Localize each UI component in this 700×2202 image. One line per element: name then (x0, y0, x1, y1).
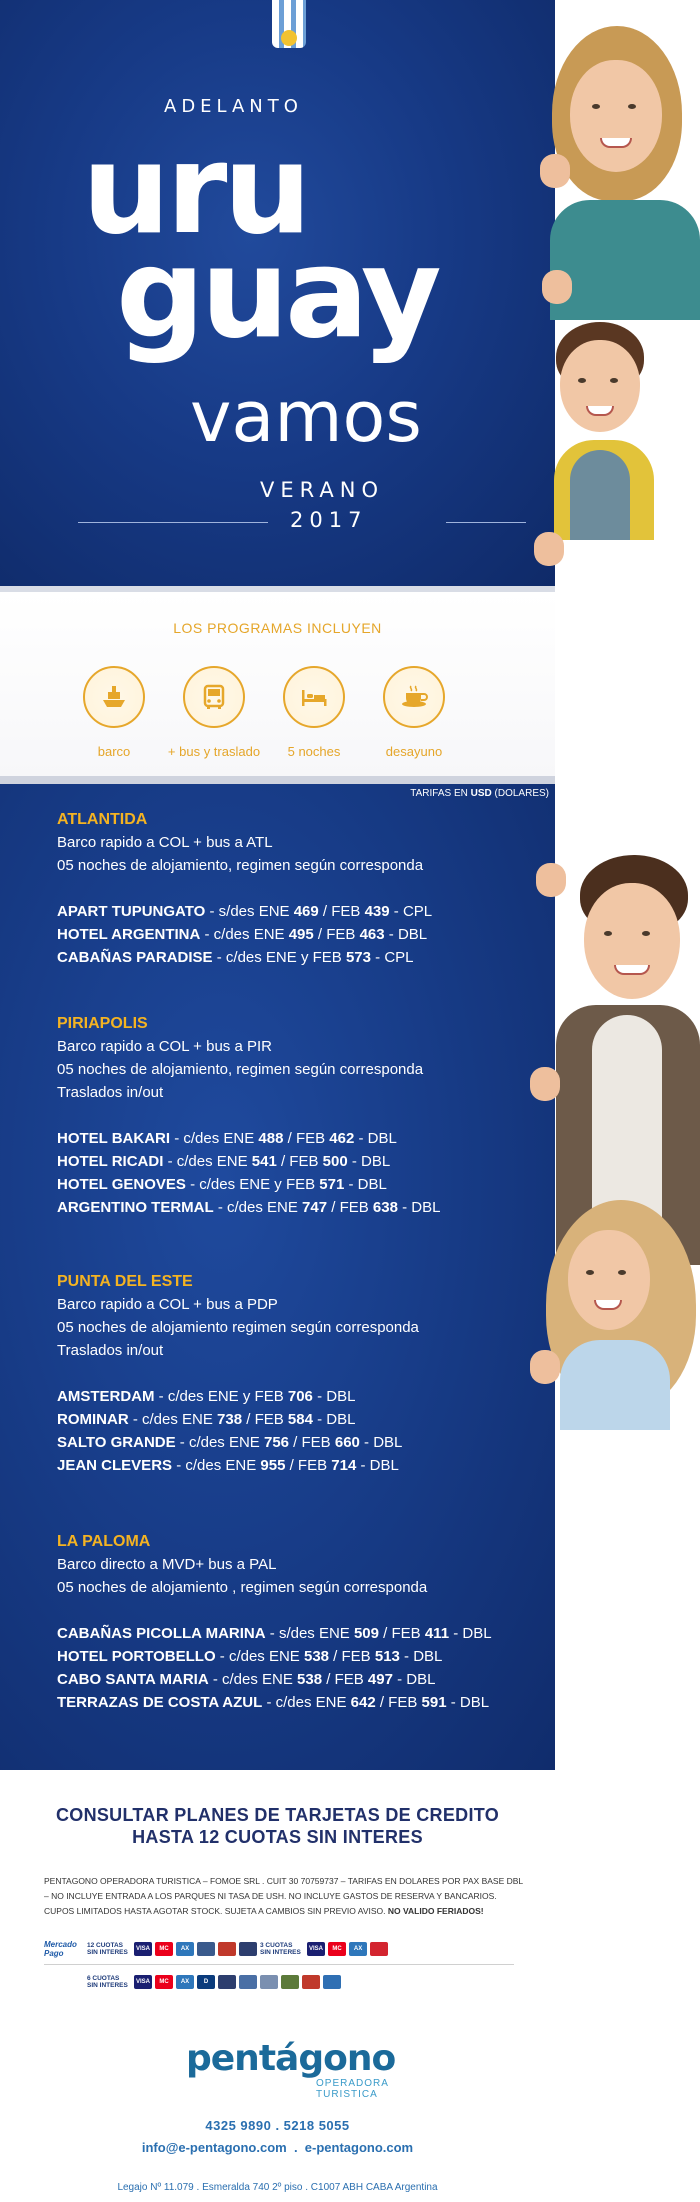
amex-icon: AX (349, 1942, 367, 1956)
hero-year: 2017 (290, 508, 368, 532)
hero-title-vamos: vamos (190, 376, 422, 458)
cuotas-12-label: 12 CUOTAS SIN INTERES (87, 1942, 128, 1956)
bank-card-icon (239, 1942, 257, 1956)
destination-line: 05 noches de alojamiento , regimen según corresponda (57, 1579, 428, 1596)
destination-line: Barco rapido a COL + bus a PDP (57, 1296, 278, 1313)
ship-icon (83, 666, 145, 728)
hero-title-guay: guay (116, 222, 438, 366)
link-separator: . (286, 2140, 305, 2155)
include-label: 5 noches (287, 744, 341, 759)
include-item-desayuno (359, 666, 469, 759)
cta-line: HASTA 12 CUOTAS SIN INTERES (132, 1827, 423, 1847)
payment-methods (44, 1938, 514, 1998)
hotel-row: HOTEL RICADI - c/des ENE 541 / FEB 500 - DBL (57, 1153, 391, 1170)
hotel-row: APART TUPUNGATO - s/des ENE 469 / FEB 439 - CPL (57, 903, 433, 920)
mastercard-icon: MC (155, 1975, 173, 1989)
rates-currency-note: TARIFAS EN USD (DOLARES) (410, 788, 549, 799)
destination-name: LA PALOMA (57, 1533, 151, 1550)
company-address: Legajo Nº 11.079 . Esmeralda 740 2º piso . C1007 ABH CABA Argentina (117, 2182, 438, 2193)
hotel-row: HOTEL PORTOBELLO - c/des ENE 538 / FEB 513 - DBL (57, 1648, 443, 1665)
brand-name: pentágono (186, 2038, 396, 2079)
hotel-row: TERRAZAS DE COSTA AZUL - c/des ENE 642 / FEB 591 - DBL (57, 1694, 490, 1711)
destination-punta-del-este (57, 1270, 419, 1477)
include-item-bus (159, 666, 269, 759)
amex-icon: AX (176, 1975, 194, 1989)
bank-card-icon (239, 1975, 257, 1989)
destination-line: Barco rapido a COL + bus a ATL (57, 834, 273, 851)
hotel-row: ARGENTINO TERMAL - c/des ENE 747 / FEB 638 - DBL (57, 1199, 441, 1216)
contact-links (0, 2140, 555, 2155)
mercadopago-logo: Mercado Pago (44, 1940, 77, 1958)
include-item-noches (259, 666, 369, 759)
woman-photo (530, 20, 700, 320)
destination-name: PUNTA DEL ESTE (57, 1273, 193, 1290)
contact-phones: 4325 9890 . 5218 5055 (205, 2118, 350, 2133)
mastercard-icon: MC (328, 1942, 346, 1956)
bank-card-icon (218, 1942, 236, 1956)
hero-title-uru: uru (82, 118, 308, 262)
rates-section (0, 784, 555, 1770)
payment-row (44, 1938, 514, 1960)
uruguay-flag-ribbon (272, 0, 306, 48)
boy-photo (530, 310, 655, 570)
bank-card-icon (218, 1975, 236, 1989)
credit-card-cta (0, 1804, 555, 1848)
hotel-row: JEAN CLEVERS - c/des ENE 955 / FEB 714 - DBL (57, 1457, 399, 1474)
hotel-row: CABAÑAS PARADISE - c/des ENE y FEB 573 - CPL (57, 949, 414, 966)
includes-section (0, 586, 555, 784)
destination-piriapolis (57, 1012, 440, 1219)
visa-card-icon: VISA (307, 1942, 325, 1956)
bank-card-icon (302, 1975, 320, 1989)
hero-season: VERANO (260, 478, 384, 502)
hotel-row: HOTEL BAKARI - c/des ENE 488 / FEB 462 - DBL (57, 1130, 397, 1147)
bed-icon (283, 666, 345, 728)
hotel-row: ROMINAR - c/des ENE 738 / FEB 584 - DBL (57, 1411, 356, 1428)
destination-name: ATLANTIDA (57, 811, 148, 828)
hotel-row: CABO SANTA MARIA - c/des ENE 538 / FEB 497 - DBL (57, 1671, 436, 1688)
bank-card-icon (323, 1975, 341, 1989)
divider-line (446, 522, 526, 523)
cuotas-6-label: 6 CUOTAS SIN INTERES (87, 1975, 128, 1989)
destination-line: Traslados in/out (57, 1342, 164, 1359)
divider-line (44, 1964, 514, 1965)
include-item-barco (59, 666, 169, 759)
includes-title: LOS PROGRAMAS INCLUYEN (173, 620, 382, 636)
include-label: desayuno (385, 744, 443, 759)
destination-line: 05 noches de alojamiento, regimen según corresponda (57, 857, 424, 874)
hotel-row: CABAÑAS PICOLLA MARINA - s/des ENE 509 / FEB 411 - DBL (57, 1625, 492, 1642)
hero-banner (0, 0, 555, 586)
hotel-row: HOTEL ARGENTINA - c/des ENE 495 / FEB 463 - DBL (57, 926, 428, 943)
hero-kicker: ADELANTO (164, 96, 303, 117)
bus-icon (183, 666, 245, 728)
hotel-row: HOTEL GENOVES - c/des ENE y FEB 571 - DBL (57, 1176, 387, 1193)
visa-card-icon: VISA (134, 1942, 152, 1956)
visa-card-icon: VISA (134, 1975, 152, 1989)
amex-icon: AX (176, 1942, 194, 1956)
cta-line: CONSULTAR PLANES DE TARJETAS DE CREDITO (55, 1805, 500, 1825)
destination-line: 05 noches de alojamiento, regimen según corresponda (57, 1061, 424, 1078)
bank-card-icon (197, 1942, 215, 1956)
include-label: barco (97, 744, 131, 759)
payment-row (44, 1971, 514, 1993)
website-link[interactable]: e-pentagono.com (304, 2140, 414, 2155)
bank-card-icon (281, 1975, 299, 1989)
pentagono-logo (186, 2038, 396, 2100)
coffee-icon (383, 666, 445, 728)
hero-year-row (78, 508, 448, 538)
brand-subtitle: OPERADORA TURISTICA (316, 2078, 389, 2100)
bank-card-icon (370, 1942, 388, 1956)
cuotas-3-label: 3 CUOTAS SIN INTERES (260, 1942, 301, 1956)
email-link[interactable]: info@e-pentagono.com (141, 2140, 287, 2155)
diners-card-icon: D (197, 1975, 215, 1989)
hotel-row: SALTO GRANDE - c/des ENE 756 / FEB 660 - DBL (57, 1434, 403, 1451)
footer-section (0, 1770, 555, 2202)
bank-card-icon (260, 1975, 278, 1989)
destination-line: 05 noches de alojamiento regimen según corresponda (57, 1319, 419, 1336)
mastercard-icon: MC (155, 1942, 173, 1956)
destination-atlantida (57, 808, 432, 969)
destination-la-paloma (57, 1530, 492, 1714)
destination-line: Traslados in/out (57, 1084, 164, 1101)
destination-name: PIRIAPOLIS (57, 1015, 148, 1032)
destination-line: Barco directo a MVD+ bus a PAL (57, 1556, 277, 1573)
destination-line: Barco rapido a COL + bus a PIR (57, 1038, 272, 1055)
include-label: + bus y traslado (167, 744, 261, 759)
girl-photo (530, 1190, 700, 1430)
legal-disclaimer: PENTAGONO OPERADORA TURISTICA – FOMOE SRL . CUIT 30 70759737 – TARIFAS EN DOLARES POR PAX BASE DBL – NO INCLUYE ENTRADA A LOS PARQUES NI TASA DE USH. NO INCLUYE GASTOS DE RESERVA Y BANCARIOS. CUPOS LIMITADOS HASTA AGOTAR STOCK. SUJETA A CAMBIOS SIN PREVIO AVISO. NO VALIDO FERIADOS! (44, 1876, 523, 1916)
divider-line (78, 522, 268, 523)
hotel-row: AMSTERDAM - c/des ENE y FEB 706 - DBL (57, 1388, 356, 1405)
